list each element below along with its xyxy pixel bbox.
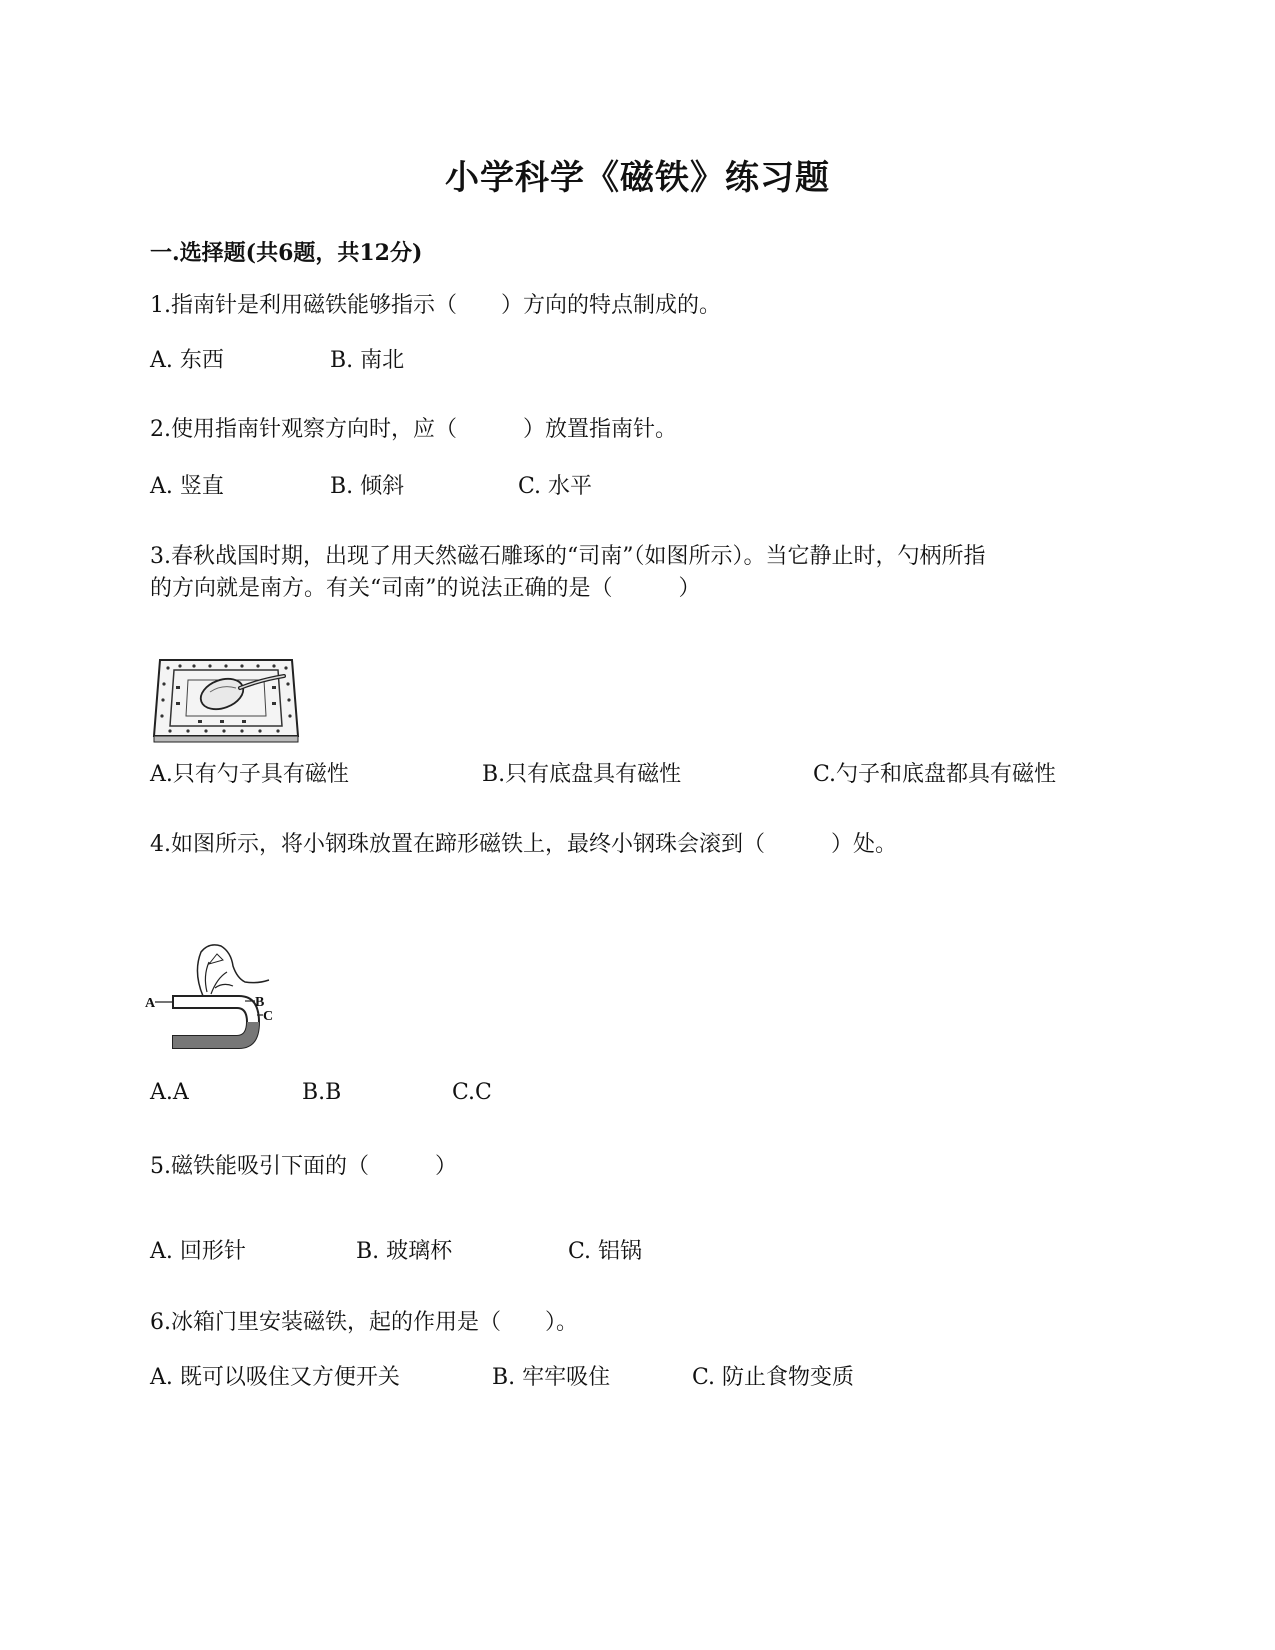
- question-6-stem: 6.冰箱门里安装磁铁，起的作用是（ ）。: [150, 1310, 578, 1335]
- question-4-option-b: B.B: [302, 1080, 342, 1105]
- question-5-option-c: C. 铝锅: [568, 1239, 643, 1264]
- question-1-stem: 1.指南针是利用磁铁能够指示（ ）方向的特点制成的。: [150, 293, 721, 318]
- question-3-stem-line-2: 的方向就是南方。有关“司南”的说法正确的是（ ）: [150, 576, 701, 601]
- question-3-option-c: C.勺子和底盘都具有磁性: [813, 762, 1057, 787]
- question-2-option-c: C. 水平: [518, 474, 593, 499]
- page-title: 小学科学《磁铁》练习题: [445, 158, 830, 198]
- sinan-compass-figure: [150, 654, 300, 744]
- question-1-option-b: B. 南北: [330, 348, 405, 373]
- question-4-option-a: A.A: [150, 1080, 189, 1105]
- question-4-stem: 4.如图所示，将小钢珠放置在蹄形磁铁上，最终小钢珠会滚到（ ）处。: [150, 832, 897, 857]
- horseshoe-magnet-figure: [145, 942, 285, 1082]
- question-2-option-b: B. 倾斜: [330, 474, 405, 499]
- question-5-option-b: B. 玻璃杯: [356, 1239, 453, 1264]
- question-6-option-c: C. 防止食物变质: [692, 1365, 855, 1390]
- section-heading: 一.选择题(共6题，共12分): [150, 240, 423, 266]
- question-6-option-b: B. 牢牢吸住: [492, 1365, 611, 1390]
- figure-label-a: A: [145, 996, 156, 1011]
- figure-label-c: C: [263, 1009, 274, 1024]
- question-3-stem-line-1: 3.春秋战国时期，出现了用天然磁石雕琢的“司南”（如图所示）。当它静止时，勺柄所指: [150, 544, 986, 569]
- question-1-option-a: A. 东西: [150, 348, 224, 373]
- question-5-option-a: A. 回形针: [150, 1239, 246, 1264]
- question-2-stem: 2.使用指南针观察方向时，应（ ）放置指南针。: [150, 417, 677, 442]
- figure-label-b: B: [255, 995, 265, 1010]
- question-3-option-b: B.只有底盘具有磁性: [482, 762, 682, 787]
- question-5-stem: 5.磁铁能吸引下面的（ ）: [150, 1154, 457, 1179]
- question-6-option-a: A. 既可以吸住又方便开关: [150, 1365, 400, 1390]
- question-4-option-c: C.C: [452, 1080, 492, 1105]
- question-3-option-a: A.只有勺子具有磁性: [150, 762, 349, 787]
- question-2-option-a: A. 竖直: [150, 474, 224, 499]
